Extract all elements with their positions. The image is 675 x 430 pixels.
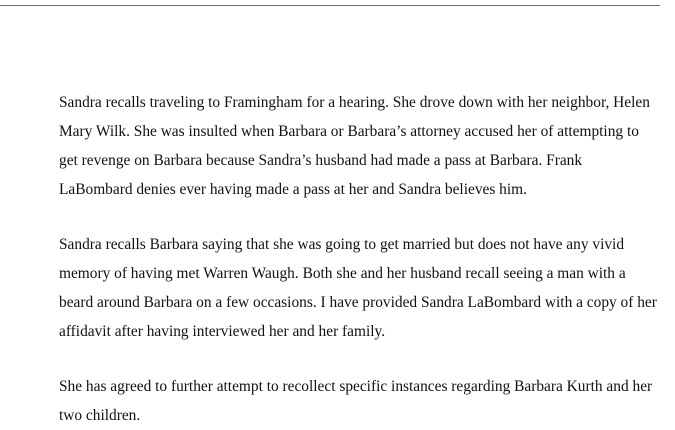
text-line: Sandra recalls Barbara saying that she was going to get married but does not have any vivid: [59, 236, 625, 253]
text-line: beard around Barbara on a few occasions. I have provided Sandra LaBombard with a copy of her: [59, 294, 657, 311]
text-line: Sandra recalls traveling to Framingham for a hearing. She drove down with her neighbor, Helen: [59, 94, 650, 111]
text-line: memory of having met Warren Waugh. Both she and her husband recall seeing a man with a: [59, 265, 626, 282]
text-line: affidavit after having interviewed her and her family.: [59, 323, 386, 340]
paragraph-2: [59, 230, 669, 346]
document-body: [59, 88, 669, 430]
text-line: two children.: [59, 407, 141, 424]
text-line: Mary Wilk. She was insulted when Barbara or Barbara’s attorney accused her of attempting to: [59, 123, 639, 140]
paragraph-3: [59, 372, 669, 430]
text-line: get revenge on Barbara because Sandra’s husband had made a pass at Barbara. Frank: [59, 152, 583, 169]
top-rule: [0, 5, 660, 6]
text-line: She has agreed to further attempt to recollect specific instances regarding Barbara Kurth and her: [59, 378, 653, 395]
paragraph-1: [59, 88, 669, 204]
text-line: LaBombard denies ever having made a pass at her and Sandra believes him.: [59, 181, 527, 198]
